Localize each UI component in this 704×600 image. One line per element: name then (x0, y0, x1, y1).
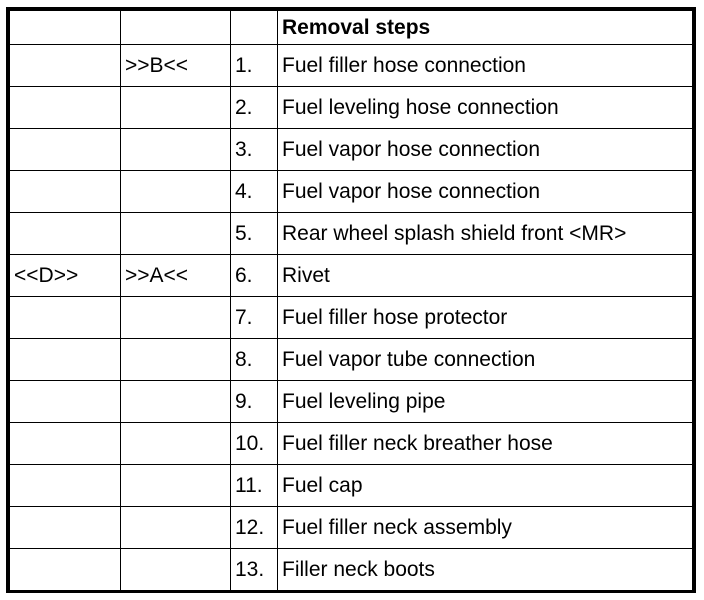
step-number-cell: 7. (231, 297, 278, 339)
table-row (10, 171, 693, 213)
table-row (10, 549, 693, 591)
step-description-cell: Fuel filler neck assembly (278, 507, 693, 549)
install-note-cell (10, 171, 121, 213)
step-number-cell: 13. (231, 549, 278, 591)
removal-steps-table-frame (6, 7, 696, 593)
step-description-cell: Fuel leveling hose connection (278, 87, 693, 129)
table-row (10, 339, 693, 381)
removal-note-cell (121, 465, 231, 507)
step-description-cell: Fuel cap (278, 465, 693, 507)
removal-note-cell: >>B<< (121, 45, 231, 87)
step-number-cell: 10. (231, 423, 278, 465)
install-note-cell (10, 507, 121, 549)
install-note-cell (10, 549, 121, 591)
header-cell-removal-steps: Removal steps (278, 11, 693, 45)
step-number-cell: 4. (231, 171, 278, 213)
step-number-cell: 1. (231, 45, 278, 87)
header-cell-install-note (10, 11, 121, 45)
table-body (10, 45, 693, 591)
step-number-cell: 11. (231, 465, 278, 507)
table-header-row (10, 11, 693, 45)
step-description-cell: Fuel vapor hose connection (278, 129, 693, 171)
install-note-cell: <<D>> (10, 255, 121, 297)
step-description-cell: Rivet (278, 255, 693, 297)
step-description-cell: Rear wheel splash shield front <MR> (278, 213, 693, 255)
table-row (10, 465, 693, 507)
table-row (10, 297, 693, 339)
removal-steps-table (9, 10, 693, 591)
table-row (10, 45, 693, 87)
install-note-cell (10, 423, 121, 465)
install-note-cell (10, 381, 121, 423)
step-number-cell: 12. (231, 507, 278, 549)
removal-note-cell (121, 339, 231, 381)
removal-note-cell (121, 213, 231, 255)
step-number-cell: 3. (231, 129, 278, 171)
step-description-cell: Fuel vapor tube connection (278, 339, 693, 381)
step-description-cell: Fuel leveling pipe (278, 381, 693, 423)
removal-note-cell: >>A<< (121, 255, 231, 297)
step-number-cell: 2. (231, 87, 278, 129)
table-row (10, 423, 693, 465)
step-description-cell: Fuel vapor hose connection (278, 171, 693, 213)
install-note-cell (10, 129, 121, 171)
install-note-cell (10, 339, 121, 381)
install-note-cell (10, 465, 121, 507)
step-number-cell: 5. (231, 213, 278, 255)
step-number-cell: 6. (231, 255, 278, 297)
table-row (10, 255, 693, 297)
removal-note-cell (121, 549, 231, 591)
removal-note-cell (121, 87, 231, 129)
removal-note-cell (121, 171, 231, 213)
table-row (10, 381, 693, 423)
removal-note-cell (121, 381, 231, 423)
removal-note-cell (121, 297, 231, 339)
removal-note-cell (121, 423, 231, 465)
install-note-cell (10, 87, 121, 129)
table-row (10, 129, 693, 171)
step-description-cell: Filler neck boots (278, 549, 693, 591)
step-number-cell: 9. (231, 381, 278, 423)
table-row (10, 87, 693, 129)
table-row (10, 213, 693, 255)
header-cell-number (231, 11, 278, 45)
step-description-cell: Fuel filler hose protector (278, 297, 693, 339)
header-cell-removal-note (121, 11, 231, 45)
removal-note-cell (121, 129, 231, 171)
step-description-cell: Fuel filler hose connection (278, 45, 693, 87)
table-row (10, 507, 693, 549)
step-number-cell: 8. (231, 339, 278, 381)
install-note-cell (10, 213, 121, 255)
step-description-cell: Fuel filler neck breather hose (278, 423, 693, 465)
removal-note-cell (121, 507, 231, 549)
install-note-cell (10, 45, 121, 87)
install-note-cell (10, 297, 121, 339)
